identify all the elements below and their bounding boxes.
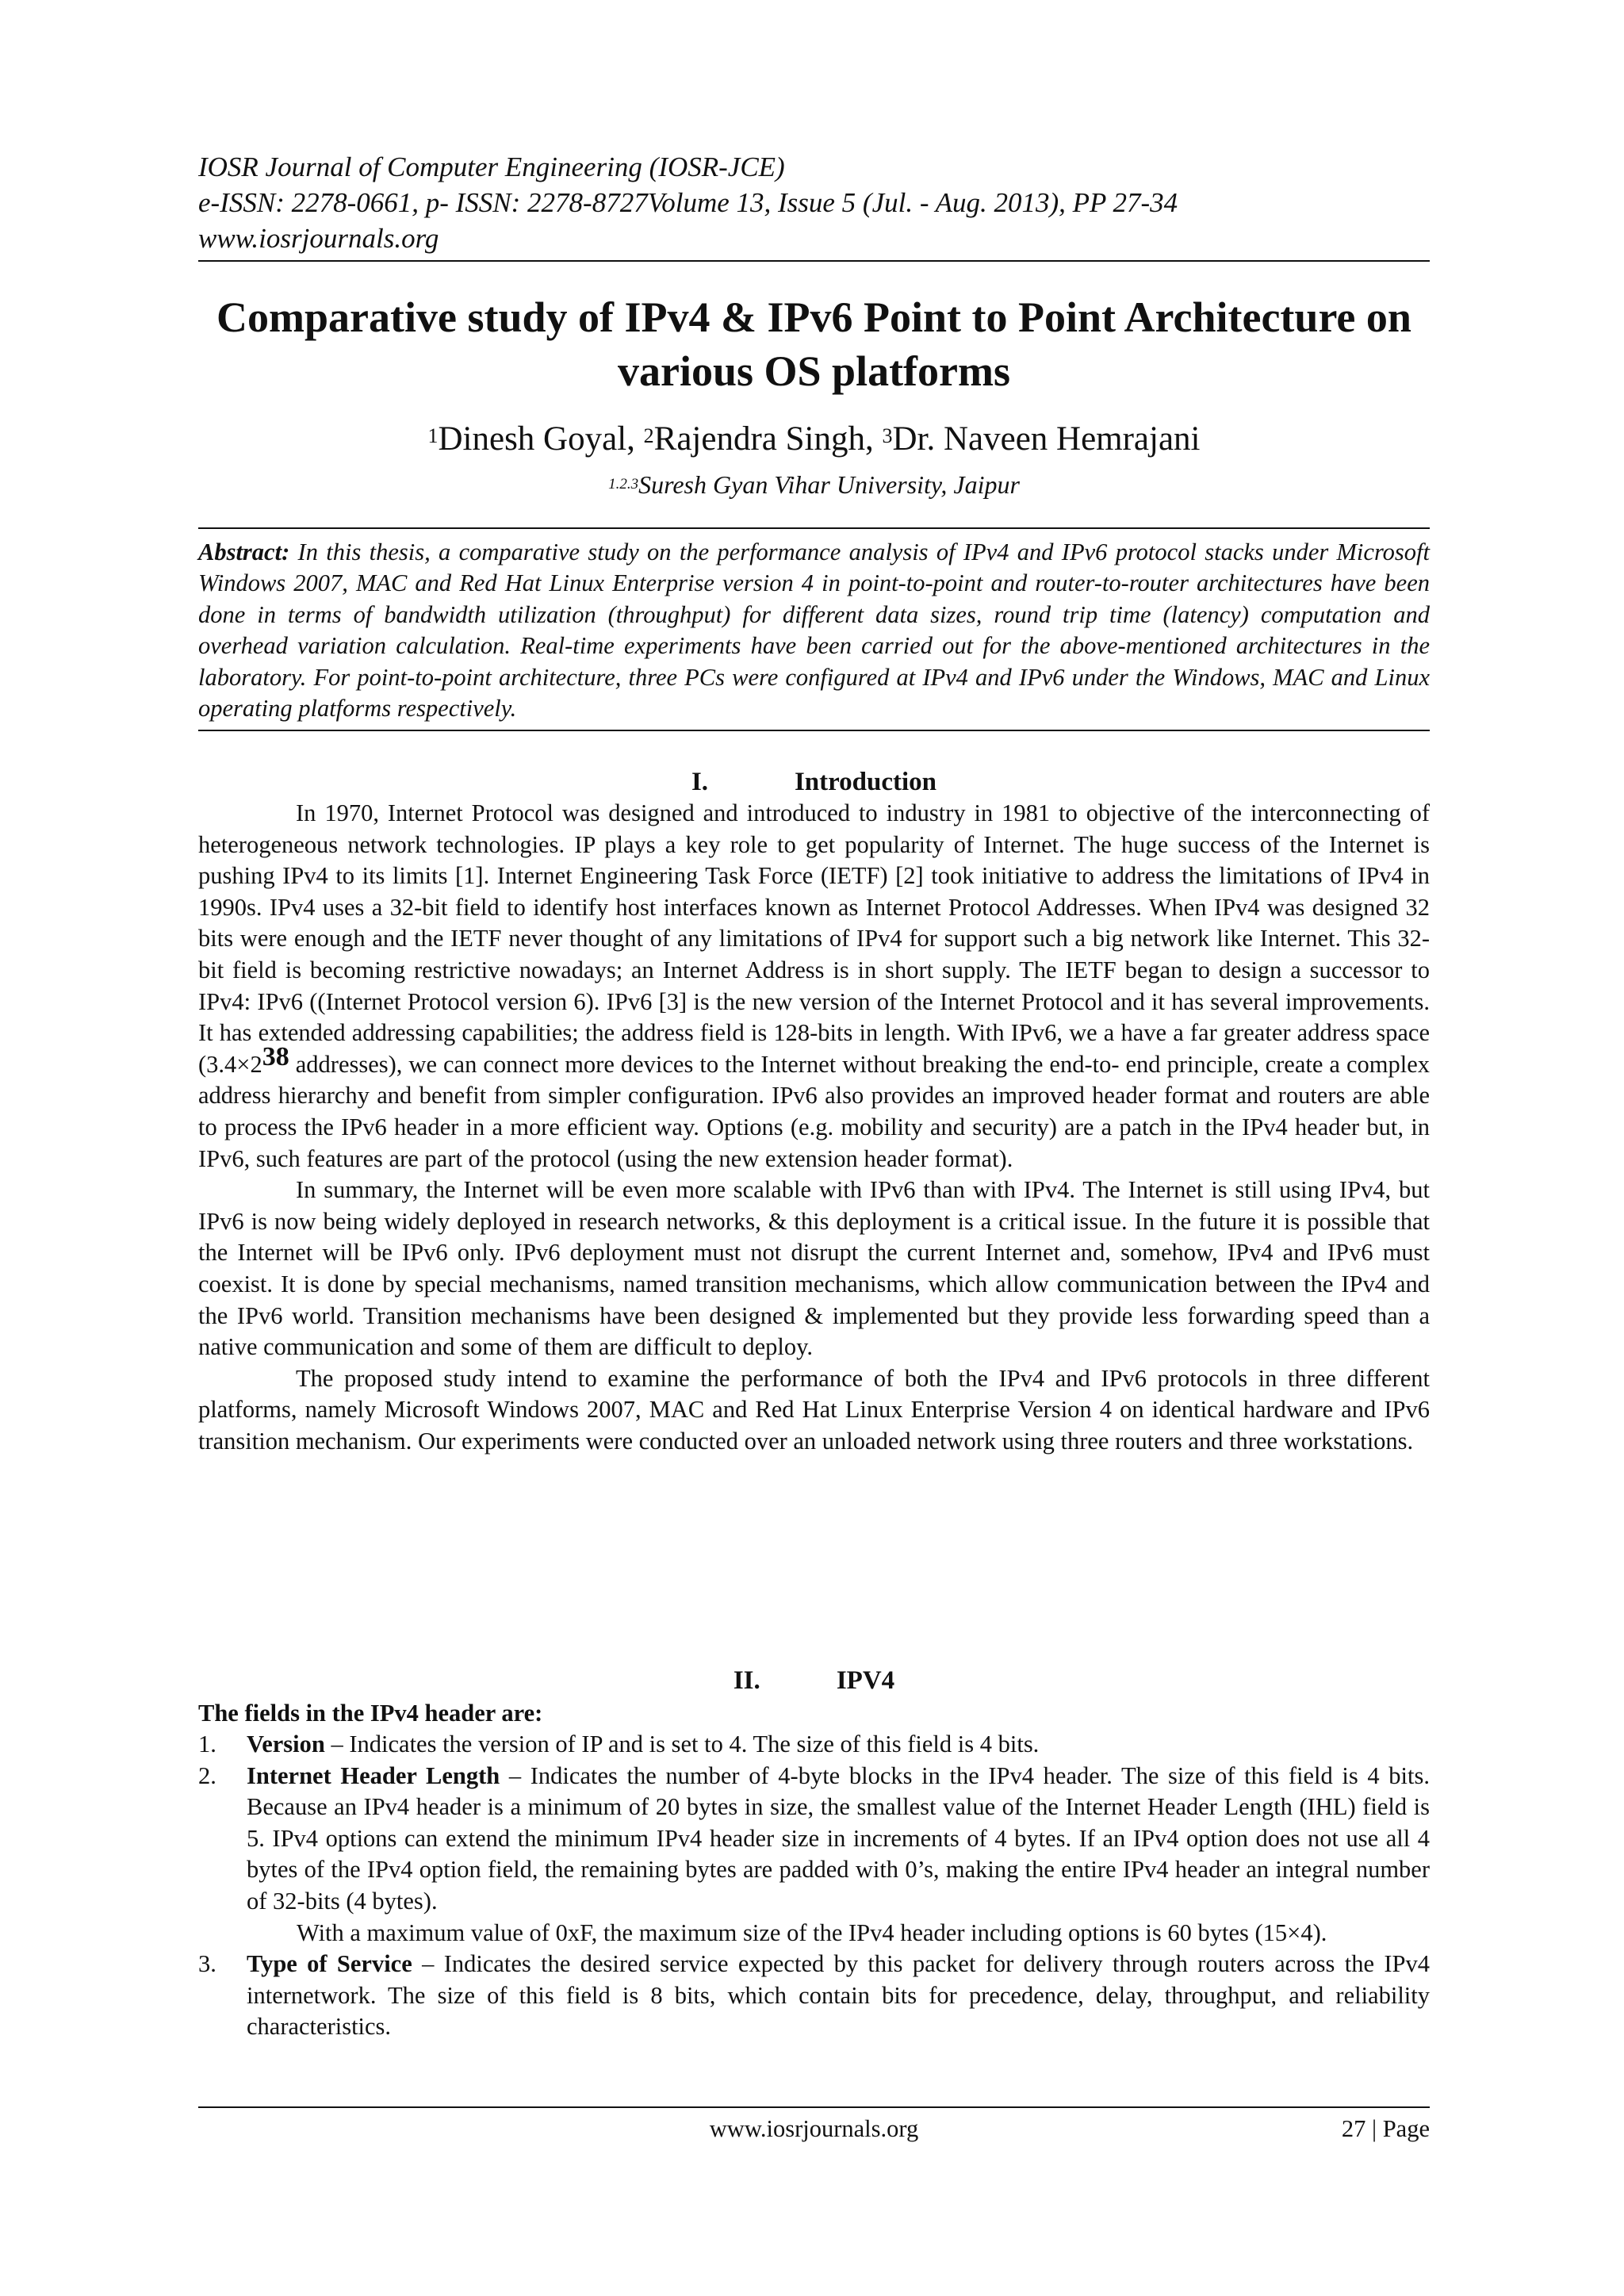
author-3-mark: 3 (882, 424, 893, 447)
introduction-body (198, 798, 1430, 1457)
section-heading-ipv4 (198, 1665, 1430, 1696)
item-number: 3. (198, 1950, 216, 1978)
page-number: 27 | Page (1341, 2115, 1430, 2142)
section-number: I. (691, 768, 709, 796)
section-title: Introduction (794, 768, 937, 796)
paper-title (198, 290, 1430, 398)
item-text: – Indicates the desired service expected by this packet for delivery through routers across the IPv4 internetwork. The size of this field is 8 bits, which contain bits for precedence, delay, throughput, and reliability characteristics. (247, 1950, 1430, 2041)
footer-url: www.iosrjournals.org (709, 2115, 919, 2142)
issn-line: e-ISSN: 2278-0661, p- ISSN: 2278-8727Volume 13, Issue 5 (Jul. - Aug. 2013), PP 27-34 (198, 187, 1178, 218)
fields-label: The fields in the IPv4 header are: (198, 1700, 543, 1727)
intro-paragraph-1 (198, 798, 1430, 1175)
intro-paragraph-1-part-a: In 1970, Internet Protocol was designed and introduced to industry in 1981 to objective of the interconnecting of heterogeneous network technologies. IP plays a key role to get popularity of Internet. The huge success of the Internet is pushing IPv4 to its limits [1]. Internet Engineering Task Force (IETF) [2] took initiative to address the limitations of IPv4 in 1990s. IPv4 uses a 32-bit field to identify host interfaces known as Internet Protocol Addresses. When IPv4 was designed 32 bits were enough and the IETF never thought of any limitations of IPv4 for support such a big network like Internet. This 32-bit field is becoming restrictive nowadays; an Internet Address is in short supply. The IETF began to design a successor to IPv4: IPv6 ((Internet Protocol version 6). IPv6 [3] is the new version of the Internet Protocol and it has several improvements. It has extended addressing capabilities; the address field is 128-bits in length. With IPv6, we a have a far greater address space (3.4×2 (198, 799, 1430, 1078)
footer-rule (198, 2106, 1430, 2108)
section-number: II. (733, 1666, 760, 1695)
affiliation-mark: 1.2.3 (608, 476, 639, 493)
ipv4-field-list (198, 1729, 1430, 2043)
intro-paragraph-1-part-b: addresses), we can connect more devices to the Internet without breaking the end-to- end principle, create a complex address hierarchy and benefit from simpler configuration. IPv6 also provides an improved header format and routers are able to process the IPv6 header in a more efficient way. Options (e.g. mobility and security) are a patch in the IPv4 header but, in IPv6, such features are part of the protocol (using the new extension header format). (198, 1050, 1430, 1172)
item-term: Type of Service (247, 1950, 412, 1978)
abstract-label: Abstract: (198, 539, 290, 565)
item-continuation: With a maximum value of 0xF, the maximum size of the IPv4 header including options is 60 bytes (15×4). (297, 1918, 1327, 1946)
abstract-rule-bottom (198, 730, 1430, 731)
affiliation-text: Suresh Gyan Vihar University, Jaipur (638, 470, 1020, 499)
section-heading-introduction (198, 766, 1430, 798)
list-item (198, 1729, 1430, 1761)
abstract-text: In this thesis, a comparative study on the performance analysis of IPv4 and IPv6 protocol stacks under Microsoft Windows 2007, MAC and Red Hat Linux Enterprise version 4 in point-to-point and router-to-router architectures have been done in terms of bandwidth utilization (throughput) for different data sizes, round trip time (latency) computation and overhead variation calculation. Real-time experiments have been carried out for the above-mentioned architectures in the laboratory. For point-to-point architecture, three PCs were configured at IPv4 and IPv6 under the Windows, MAC and Linux operating platforms respectively. (198, 539, 1430, 723)
intro-paragraph-3: The proposed study intend to examine the performance of both the IPv4 and IPv6 protocols in three different platforms, namely Microsoft Windows 2007, MAC and Red Hat Linux Enterprise Version 4 on identical hardware and IPv6 transition mechanism. Our experiments were conducted over an unloaded network using three routers and three workstations. (198, 1364, 1430, 1455)
intro-paragraph-2: In summary, the Internet will be even more scalable with IPv6 than with IPv4. The Internet is still using IPv4, but IPv6 is now being widely deployed in research networks, & this deployment is a critical issue. In the future it is possible that the Internet will be IPv6 only. IPv6 deployment must not disrupt the current Internet and, somehow, IPv4 and IPv6 must coexist. It is done by special mechanisms, named transition mechanisms, which allow communication between the IPv4 and the IPv6 world. Transition mechanisms have been designed & implemented but they provide less forwarding speed than a native communication and some of them are difficult to deploy. (198, 1176, 1430, 1361)
item-term: Version (247, 1731, 325, 1757)
item-text: – Indicates the number of 4-byte blocks in the IPv4 header. The size of this field is 4 bits. Because an IPv4 header is a minimum of 20 bytes in size, the smallest value of the Internet Header Length (IHL) field is 5. IPv4 options can extend the minimum IPv4 header size in increments of 4 bytes. If an IPv4 option does not use all 4 bytes of the IPv4 option field, the remaining bytes are padded with 0’s, making the entire IPv4 header an integral number of 32-bits (4 bytes). (247, 1761, 1430, 1915)
journal-website: www.iosrjournals.org (198, 223, 439, 254)
item-number: 2. (198, 1761, 216, 1789)
affiliation (198, 468, 1430, 501)
author-3-name: Dr. Naveen Hemrajani (892, 420, 1201, 458)
title-line-1: Comparative study of IPv4 & IPv6 Point to Point Architecture on (216, 293, 1411, 341)
exponent: 38 (262, 1041, 289, 1071)
list-item (198, 1949, 1430, 2043)
item-text: – Indicates the version of IP and is set to 4. The size of this field is 4 bits. (324, 1731, 1040, 1757)
list-item (198, 1761, 1430, 1949)
item-term: Internet Header Length (247, 1761, 500, 1789)
author-2-mark: 2 (643, 424, 654, 447)
author-2-name: Rajendra Singh, (653, 420, 883, 458)
title-line-2: various OS platforms (617, 347, 1011, 395)
abstract-rule-top (198, 527, 1430, 529)
section-title: IPV4 (836, 1666, 895, 1695)
abstract (198, 537, 1430, 724)
running-header (198, 149, 1427, 256)
author-list (198, 417, 1430, 462)
author-1-name: Dinesh Goyal, (438, 420, 644, 458)
author-1-mark: 1 (427, 424, 439, 447)
item-number: 1. (198, 1731, 216, 1757)
journal-name: IOSR Journal of Computer Engineering (IOSR-JCE) (198, 151, 785, 182)
header-rule (198, 260, 1430, 262)
